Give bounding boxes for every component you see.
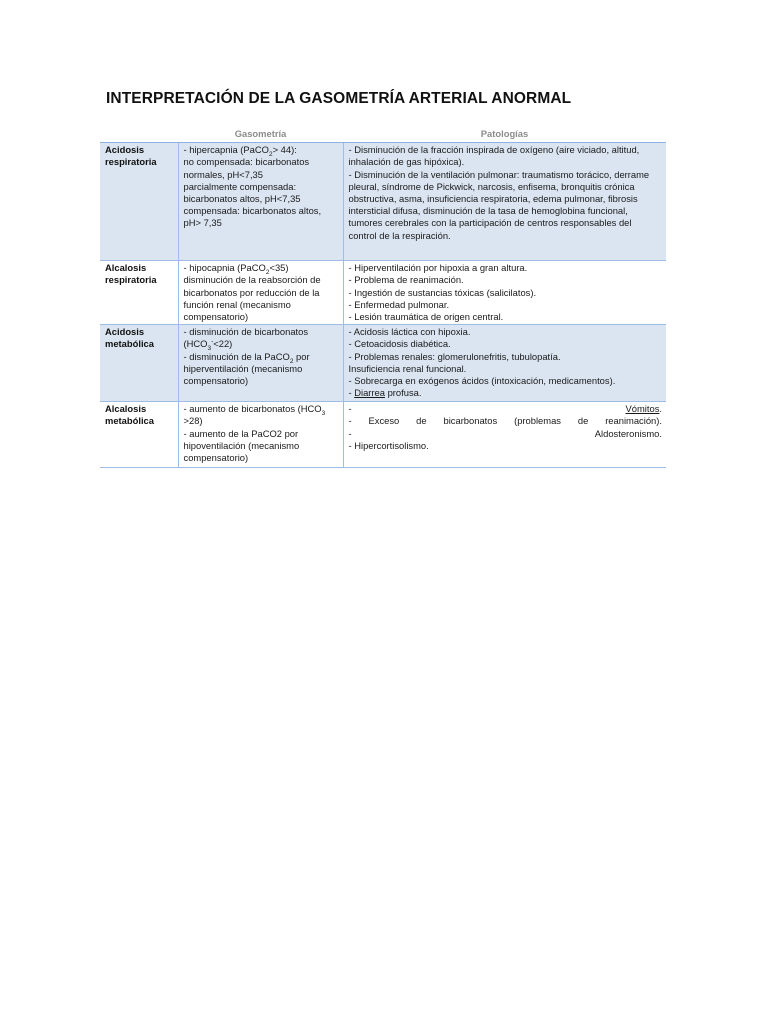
patologia-item: - Acidosis láctica con hipoxia.: [348, 326, 471, 338]
row-name-acidosis-respiratoria: Acidosis respiratoria: [100, 143, 178, 261]
table-header-row: [100, 127, 666, 143]
patologia-item: - Problemas renales: glomerulonefritis, tubulopatía.: [348, 350, 561, 362]
gasometria-cell: [178, 402, 343, 468]
gasometria-line: no compensada: bicarbonatos normales, pH<7,35: [183, 156, 310, 180]
header-empty: [100, 127, 178, 143]
diarrea-link[interactable]: Diarrea: [354, 387, 385, 399]
header-patologias: Patologías: [343, 127, 666, 143]
patologia-item: - Cetoacidosis diabética.: [348, 338, 451, 350]
table-row: [100, 325, 666, 402]
gasometria-cell: [178, 325, 343, 402]
table-row: [100, 261, 666, 325]
gasometria-line: - hipocapnia (PaCO$_2$<35): [183, 262, 289, 277]
patologia-item: - Lesión traumática de origen central.: [348, 311, 504, 323]
gasometria-line: - disminución de bicarbonatos $(HCO_3^-<22)$: [183, 326, 309, 353]
patologia-item: - Hiperventilación por hipoxia a gran altura.: [348, 262, 528, 274]
vomitos-link[interactable]: Vómitos: [625, 403, 660, 415]
table-row: [100, 143, 666, 261]
patologia-item: - Vómitos.: [348, 403, 662, 415]
patologias-cell: [343, 143, 666, 261]
patologia-item: Insuficiencia renal funcional.: [348, 362, 467, 374]
patologia-item: - Hipercortisolismo.: [348, 439, 429, 451]
patologias-cell: [343, 402, 666, 468]
patologia-item: - Aldosteronismo.: [348, 427, 662, 439]
patologias-cell: [343, 261, 666, 325]
gasometria-line: - disminución de la PaCO$_2$ por hiperventilación (mecanismo compensatorio): [183, 350, 310, 387]
gasometria-cell: [178, 143, 343, 261]
gasometria-line: parcialmente compensada: bicarbonatos altos, pH<7,35: [183, 180, 301, 205]
gasometria-line: - hipercapnia (PaCO$_2$> 44):: [183, 144, 297, 159]
patologia-item: - Disminución de la fracción inspirada de oxígeno (aire viciado, altitud, inhalación de gas hipóxica).: [348, 144, 640, 168]
table-row: [100, 402, 666, 468]
row-name-alcalosis-respiratoria: Alcalosis respiratoria: [100, 261, 178, 325]
patologias-cell: [343, 325, 666, 402]
row-name-acidosis-metabolica: Acidosis metabólica: [100, 325, 178, 402]
gasometria-line: - aumento de bicarbonatos $(HCO_3 >28)$: [183, 403, 326, 427]
patologia-item: - Problema de reanimación.: [348, 274, 464, 286]
patologia-item: - Enfermedad pulmonar.: [348, 298, 450, 310]
gasometria-cell: [178, 261, 343, 325]
header-gasometria: Gasometría: [178, 127, 343, 143]
patologia-item: - Diarrea profusa.: [348, 387, 422, 399]
gasometry-table: [100, 127, 666, 468]
patologia-item: - Exceso de bicarbonatos (problemas de reanimación).: [348, 415, 662, 427]
document-title: INTERPRETACIÓN DE LA GASOMETRÍA ARTERIAL ANORMAL: [106, 90, 572, 107]
gasometria-line: - aumento de la PaCO2 por hipoventilación (mecanismo compensatorio): [183, 427, 300, 464]
gasometria-line: disminución de la reabsorción de bicarbonatos por reducción de la función renal (mecanismo compensatorio): [183, 274, 321, 323]
patologia-item: - Disminución de la ventilación pulmonar: traumatismo torácico, derrame pleural, síndrome de Pickwick, narcosis, enfisema, bronquitis crónica obstructiva, asma, insuficiencia respiratoria, edema pulmonar, fibrosis intersticial difusa, disminución de la tasa de hemoglobina funcional, tumores cerebrales con la participación de centros responsables del control de la respiración.: [348, 168, 650, 241]
gasometria-line: compensada: bicarbonatos altos, pH> 7,35: [183, 205, 322, 229]
row-name-alcalosis-metabolica: Alcalosis metabólica: [100, 402, 178, 468]
patologia-item: - Sobrecarga en exógenos ácidos (intoxicación, medicamentos).: [348, 375, 616, 387]
patologia-item: - Ingestión de sustancias tóxicas (salicilatos).: [348, 286, 537, 298]
